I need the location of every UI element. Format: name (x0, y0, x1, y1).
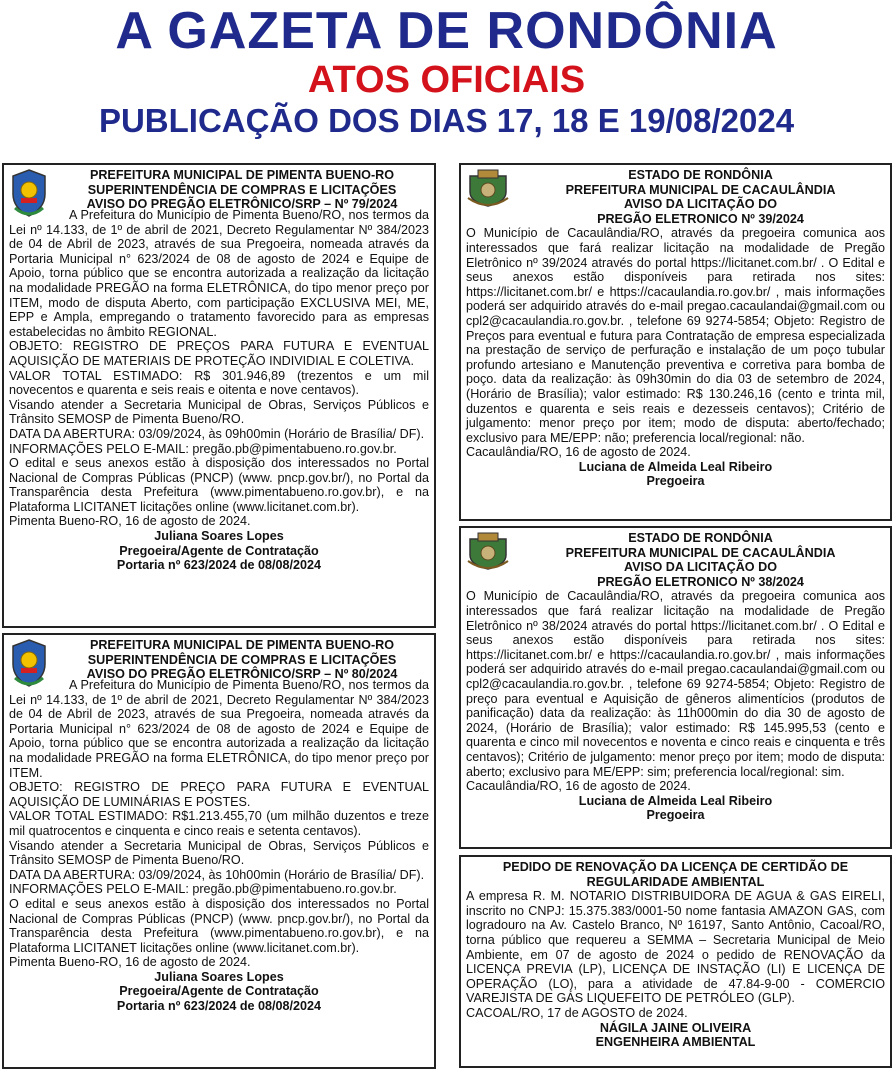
signer-role: Pregoeira (646, 808, 705, 823)
notice-pregao-79 (2, 163, 436, 628)
cacaulandia-crest-icon (466, 531, 510, 571)
notice-heading: PREGÃO ELETRONICO Nº 38/2024 (597, 574, 804, 589)
notice-email: INFORMAÇÕES PELO E-MAIL: pregão.pb@pimentabueno.ro.gov.br. (9, 441, 397, 456)
notice-heading: AVISO DO PREGÃO ELETRÔNICO/SRP – Nº 80/2024 (86, 667, 398, 682)
notice-heading: AVISO DA LICITAÇÃO DO (624, 197, 777, 212)
notice-heading: SUPERINTENDÊNCIA DE COMPRAS E LICITAÇÕES (87, 652, 397, 667)
notice-heading: PREFEITURA MUNICIPAL DE PIMENTA BUENO-RO (89, 638, 395, 652)
signer-name: Luciana de Almeida Leal Ribeiro (578, 793, 773, 808)
notice-heading: PREGÃO ELETRONICO Nº 39/2024 (597, 211, 804, 226)
signer-role: Pregoeira/Agente de Contratação (119, 543, 319, 558)
notice-heading: PEDIDO DE RENOVAÇÃO DA LICENÇA DE CERTIDÃO DE (502, 860, 849, 874)
notice-heading: PREFEITURA MUNICIPAL DE PIMENTA BUENO-RO (89, 168, 395, 182)
notice-paragraph: O Município de Cacaulândia/RO, através da pregoeira comunica aos interessados que fará realizar licitação na modalidade de Pregão Eletrônico nº 39/2024 através do portal https://licitanet.com.br/ . O Edital e seus anexos estão disponíveis para retirada nos sites: https://licitanet.com.br/ e https://cacaulandia.ro.gov.br/ , mais informações poderá ser adquirido através do e-mail pregao.cacaulandai@gmail.com ou cpl2@cacaulandia.ro.gov.br. , telefone 69 9274-5854; Objeto: Registro de Preços para eventual e futura para Contratação de empresa especializada na prestação de serviço de perfuração e instalação de um poço tubular profundo artesiano e Manutenção preventiva e corretiva para bomba de poço. data da realização: às 09h30min do dia 03 de setembro de 2024, (Horário de Brasília); valor estimado: R$ 130.246,16 (cento e trinta mil, duzentos e quarenta e seis reais e dezesseis centavos); Critério de julgamento: menor preço por item; modo de disputa: aberto/fechado; exclusivo para ME/EPP: não; preferencia local/regional: não. (466, 226, 885, 445)
notice-heading: AVISO DA LICITAÇÃO DO (624, 560, 777, 575)
notice-date: Cacaulândia/RO, 16 de agosto de 2024. (466, 779, 691, 794)
pimenta-bueno-crest-icon (9, 168, 49, 220)
newspaper-title: A GAZETA DE RONDÔNIA (115, 2, 778, 60)
notice-date: Pimenta Bueno-RO, 16 de agosto de 2024. (9, 955, 251, 970)
signer-name: NÁGILA JAINE OLIVEIRA (599, 1020, 752, 1035)
notice-paragraph: A Prefeitura do Município de Pimenta Bueno/RO, nos termos da Lei nº 14.133, de 1º de abril de 2021, Decreto Regulamentar Nº 384/2023 de 04 de Abril de 2023, através de sua Pregoeira, nomeada através da Portaria Municipal n° 623/2024 de 08 de agosto de 2024 e Equipe de Apoio, torna público que se encontra autorizada a realização da licitação na modalidade PREGÃO na forma ELETRÔNICA, do tipo menor preço por ITEM. (9, 678, 429, 780)
signer-name: Juliana Soares Lopes (154, 529, 284, 544)
notice-license-renewal (459, 855, 892, 1068)
notice-paragraph: Visando atender a Secretaria Municipal de Obras, Serviços Públicos e Trânsito SEMOSP de Pimenta Bueno/RO. (9, 397, 429, 427)
notice-paragraph: Visando atender a Secretaria Municipal de Obras, Serviços Públicos e Trânsito SEMOSP de Pimenta Bueno/RO. (9, 838, 429, 868)
signer-role: Pregoeira/Agente de Contratação (119, 984, 319, 999)
signer-role: Pregoeira (646, 474, 705, 489)
signer-name: Juliana Soares Lopes (154, 969, 284, 984)
notice-opening-date: DATA DA ABERTURA: 03/09/2024, às 10h00min (Horário de Brasília/ DF). (9, 867, 425, 882)
notice-object: OBJETO: REGISTRO DE PREÇOS PARA FUTURA E EVENTUAL AQUISIÇÃO DE MATERIAIS DE PROTEÇÃO INDIVIDIAL E COLETIVA. (9, 339, 429, 368)
signer-ordinance: Portaria nº 623/2024 de 08/08/2024 (116, 999, 322, 1014)
notice-object: OBJETO: REGISTRO DE PREÇO PARA FUTURA E EVENTUAL AQUISIÇÃO DE LUMINÁRIAS E POSTES. (9, 780, 429, 809)
notice-paragraph: O Município de Cacaulândia/RO, através da pregoeira comunica aos interessados que fará realizar licitação na modalidade de Pregão Eletrônico nº 38/2024 através do portal https://licitanet.com.br/ . O Edital e seus anexos estão disponíveis para retirada nos sites: https://licitanet.com.br/ e https://cacaulandia.ro.gov.br/ , mais informações poderá ser adquirido através do e-mail pregao.cacaulandai@gmail.com ou cpl2@cacaulandia.ro.gov.br. , telefone 69 9274-5854; Objeto: Registro de preço para eventual e Aquisição de gêneros alimentícios (produtos de panificação) data da realização: às 11h000min do dia 30 de agosto de 2024, (Horário de Brasília); valor estimado: R$ 145.995,53 (cento e quarenta e cinco mil novecentos e noventa e cinco reais e cinquenta e três centavos); Critério de julgamento: menor preço por item; modo de disputa: aberto; exclusivo para ME/EPP: sim; preferencia local/regional: sim. (466, 589, 885, 779)
notice-date: CACOAL/RO, 17 de AGOSTO de 2024. (466, 1005, 688, 1020)
notice-heading: SUPERINTENDÊNCIA DE COMPRAS E LICITAÇÕES (87, 182, 397, 197)
notice-value: VALOR TOTAL ESTIMADO: R$1.213.455,70 (um milhão duzentos e treze mil quatrocentos e cinquenta e cinco reais e setenta centavos). (9, 809, 429, 838)
publication-dates: PUBLICAÇÃO DOS DIAS 17, 18 E 19/08/2024 (98, 102, 795, 139)
section-title: ATOS OFICIAIS (307, 59, 586, 101)
cacaulandia-crest-icon (466, 168, 510, 208)
notice-date: Pimenta Bueno-RO, 16 de agosto de 2024. (9, 514, 251, 529)
notice-value: VALOR TOTAL ESTIMADO: R$ 301.946,89 (trezentos e um mil novecentos e quarenta e seis reais e oitenta e nove centavos). (9, 368, 429, 398)
signer-name: Luciana de Almeida Leal Ribeiro (578, 459, 773, 474)
notice-heading: REGULARIDADE AMBIENTAL (586, 874, 765, 889)
signer-ordinance: Portaria nº 623/2024 de 08/08/2024 (116, 558, 322, 573)
notice-heading: ESTADO DE RONDÔNIA (628, 168, 773, 182)
masthead (0, 0, 893, 142)
notice-heading: PREFEITURA MUNICIPAL DE CACAULÂNDIA (565, 545, 836, 560)
notice-date: Cacaulândia/RO, 16 de agosto de 2024. (466, 445, 691, 460)
notice-pregao-80 (2, 633, 436, 1069)
notice-email: INFORMAÇÕES PELO E-MAIL: pregão.pb@pimentabueno.ro.gov.br. (9, 882, 397, 897)
notice-paragraph: A Prefeitura do Município de Pimenta Bueno/RO, nos termos da Lei nº 14.133, de 1º de abril de 2021, Decreto Regulamentar Nº 384/2023 de 04 de Abril de 2023, através de sua Pregoeira, nomeada através da Portaria Municipal n° 623/2024 de 08 de agosto de 2024 e Equipe de Apoio, torna público que se encontra autorizada a realização da licitação na modalidade PREGÃO na forma ELETRÔNICA, do tipo menor preço por ITEM, modo de disputa Aberto, com participação EXCLUSIVA MEI, ME, EPP e Ampla, empregando o tratamento favorecido para as empresas estabelecidas no âmbito REGIONAL. (9, 208, 429, 339)
notice-heading: ESTADO DE RONDÔNIA (628, 531, 773, 545)
notice-heading: AVISO DO PREGÃO ELETRÔNICO/SRP – Nº 79/2024 (86, 197, 398, 212)
pimenta-bueno-crest-icon (9, 638, 49, 690)
notice-opening-date: DATA DA ABERTURA: 03/09/2024, às 09h00min (Horário de Brasília/ DF). (9, 426, 425, 441)
notice-cacaulandia-39 (459, 163, 892, 521)
notice-paragraph: O edital e seus anexos estão à disposição dos interessados no Portal Nacional de Compras Públicas (PNCP) (www. pncp.gov.br/), no Portal da Transparência desta Prefeitura (www.pimentabueno.ro.gov.br), e na Plataforma LICITANET licitações online (www.licitanet.com.br). (9, 456, 429, 514)
notice-paragraph: O edital e seus anexos estão à disposição dos interessados no Portal Nacional de Compras Públicas (PNCP) (www. pncp.gov.br/), no Portal da Transparência desta Prefeitura (www.pimentabueno.ro.gov.br), e na Plataforma LICITANET licitações online (www.licitanet.com.br). (9, 896, 429, 955)
notice-paragraph: A empresa R. M. NOTARIO DISTRIBUIDORA DE AGUA & GAS EIRELI, inscrito no CNPJ: 15.375.383/0001-50 nome fantasia AMAZON GAS, com logradouro na Av. Castelo Branco, Nº 16197, Santo Antônio, Cacoal/RO, torna público que requereu a SEMMA – Secretaria Municipal de Meio Ambiente, em 07 de agosto de 2024 o pedido de RENOVAÇÃO da LICENÇA PREVIA (LP), LICENÇA DE INSTAÇÃO (LI) E LICENÇA DE OPERAÇÃO (LO), para a atividade de 47.84-9-00 - COMERCIO VAREJISTA DE GÁS LIQUEFEITO DE PETRÓLEO (GLP). (466, 889, 885, 1006)
notice-cacaulandia-38 (459, 526, 892, 849)
notice-heading: PREFEITURA MUNICIPAL DE CACAULÂNDIA (565, 182, 836, 197)
signer-role: ENGENHEIRA AMBIENTAL (595, 1035, 756, 1050)
